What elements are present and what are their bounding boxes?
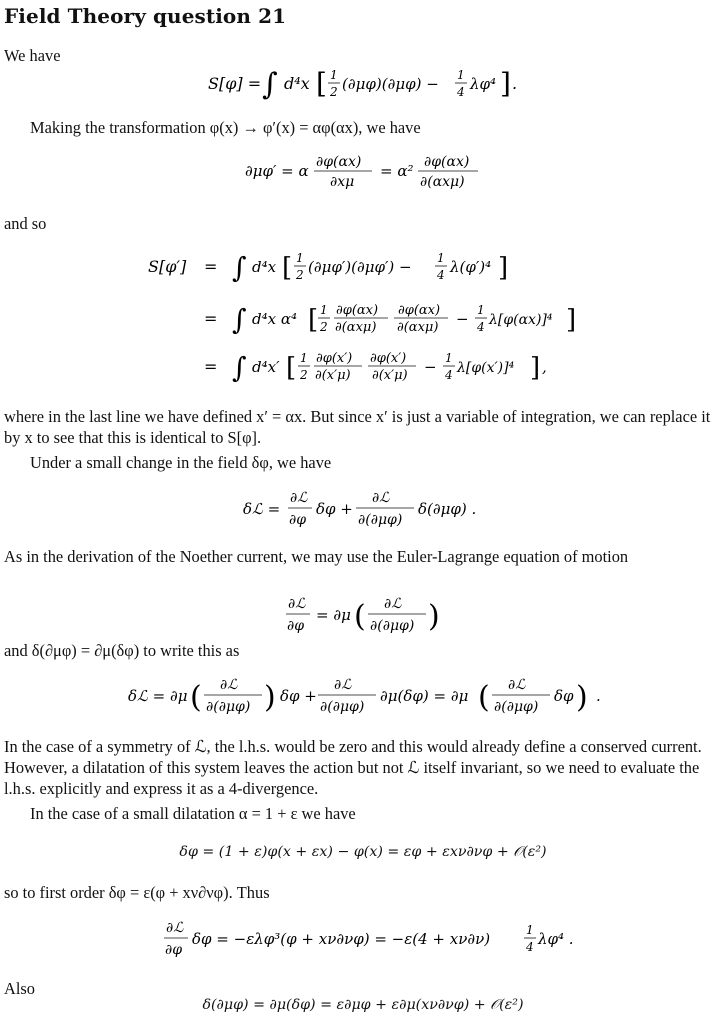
- svg-text:∂φ(αx): ∂φ(αx): [398, 303, 441, 318]
- svg-text:∂φ(x′): ∂φ(x′): [316, 351, 353, 366]
- svg-text:∂(αxμ): ∂(αxμ): [335, 320, 377, 335]
- svg-text:∂ℒ: ∂ℒ: [290, 490, 308, 506]
- svg-text:]: ]: [498, 253, 509, 283]
- paragraph: We have: [4, 46, 61, 65]
- svg-text:(∂μφ)(∂μφ) −: (∂μφ)(∂μφ) −: [342, 75, 439, 93]
- svg-text:λ[φ(αx)]⁴: λ[φ(αx)]⁴: [489, 312, 553, 328]
- svg-text:d⁴x′: d⁴x′: [252, 358, 280, 376]
- svg-text:(: (: [478, 680, 490, 715]
- svg-text:]: ]: [500, 67, 511, 100]
- svg-text:∂(∂μφ): ∂(∂μφ): [494, 699, 539, 715]
- svg-text:δℒ =: δℒ =: [243, 500, 281, 518]
- paragraph: Making the transformation φ(x) → φ′(x) = αφ(αx), we have: [30, 118, 421, 137]
- svg-text:λ(φ′)⁴: λ(φ′)⁴: [450, 258, 492, 276]
- svg-text:∂μ(δφ) = ∂μ: ∂μ(δφ) = ∂μ: [380, 687, 469, 705]
- paragraph: and δ(∂μφ) = ∂μ(δφ) to write this as: [4, 641, 240, 660]
- svg-text:]: ]: [530, 353, 541, 383]
- equation-lagrangian-variation: [0, 482, 726, 532]
- svg-text:∂φ: ∂φ: [289, 512, 307, 528]
- svg-text:d⁴x: d⁴x: [284, 74, 310, 93]
- svg-text:[: [: [282, 253, 293, 283]
- svg-text:∂φ(x′): ∂φ(x′): [370, 351, 407, 366]
- svg-text:4: 4: [445, 368, 453, 382]
- svg-text:∂φ: ∂φ: [165, 942, 183, 958]
- svg-text:∂ℒ: ∂ℒ: [166, 920, 184, 936]
- paragraph: In the case of a small dilatation α = 1 + ε we have: [30, 804, 356, 823]
- svg-text:∂(αxμ): ∂(αxμ): [397, 320, 439, 335]
- paragraph: In the case of a symmetry of ℒ, the l.h.s. would be zero and this would already define a conserved current. However, a dilatation of this system leaves the action but not ℒ itself invariant, so we need to evaluate the l.h.s. explicitly and express it as a 4-divergence.: [4, 737, 702, 798]
- svg-text:=: =: [204, 357, 218, 376]
- svg-text:1: 1: [296, 251, 304, 265]
- svg-text:∂ℒ: ∂ℒ: [384, 596, 402, 612]
- equation-dilatation-field-change: δφ = (1 + ε)φ(x + εx) − φ(x) = εφ + εxν∂νφ + 𝒪(ε²): [179, 844, 547, 860]
- svg-text:4: 4: [457, 85, 465, 99]
- svg-text:4: 4: [477, 320, 485, 334]
- svg-text:∂φ(αx): ∂φ(αx): [336, 303, 379, 318]
- svg-text:d⁴x: d⁴x: [252, 258, 277, 276]
- svg-text:4: 4: [526, 940, 534, 954]
- paragraph: Also: [4, 979, 35, 998]
- paragraph: and so: [4, 214, 47, 233]
- svg-text:∫: ∫: [232, 251, 247, 284]
- svg-text:∂(∂μφ): ∂(∂μφ): [206, 699, 251, 715]
- svg-text:[: [: [308, 305, 319, 335]
- equation-transformed-action: [0, 238, 726, 388]
- svg-text:2: 2: [320, 320, 328, 334]
- svg-text:∂ℒ: ∂ℒ: [508, 677, 526, 693]
- svg-text:2: 2: [296, 268, 304, 282]
- svg-text:S[φ] =: S[φ] =: [208, 74, 262, 93]
- svg-text:): ): [576, 680, 588, 715]
- svg-text:∂μφ′ = α: ∂μφ′ = α: [245, 162, 309, 180]
- svg-text:δφ = −ελφ³(φ + xν∂νφ) = −ε(4 +: δφ = −ελφ³(φ + xν∂νφ) = −ε(4 + xν∂ν): [192, 930, 491, 948]
- svg-text:d⁴x α⁴: d⁴x α⁴: [252, 310, 297, 328]
- svg-text:∂(∂μφ): ∂(∂μφ): [320, 699, 365, 715]
- svg-text:1: 1: [300, 351, 308, 365]
- svg-text:[: [: [316, 67, 327, 100]
- equation-four-divergence: [0, 668, 726, 720]
- svg-text:λφ⁴: λφ⁴: [470, 75, 497, 93]
- svg-text:∂ℒ: ∂ℒ: [334, 677, 352, 693]
- svg-text:]: ]: [566, 305, 577, 335]
- svg-text:δℒ = ∂μ: δℒ = ∂μ: [128, 687, 188, 705]
- page-title: Field Theory question 21: [4, 4, 287, 28]
- svg-text:∂(x′μ): ∂(x′μ): [315, 368, 351, 383]
- equation-derivative-variation: δ(∂μφ) = ∂μ(δφ) = ε∂μφ + ε∂μ(xν∂νφ) + 𝒪(ε²): [202, 997, 524, 1013]
- svg-text:(: (: [354, 599, 366, 634]
- svg-text:= α²: = α²: [380, 162, 414, 180]
- svg-text:λ[φ(x′)]⁴: λ[φ(x′)]⁴: [457, 360, 515, 376]
- svg-text:λφ⁴ .: λφ⁴ .: [538, 930, 574, 948]
- svg-text:,: ,: [542, 358, 547, 376]
- svg-text:[: [: [286, 353, 297, 383]
- svg-text:∂xμ: ∂xμ: [330, 174, 355, 190]
- svg-text:∂ℒ: ∂ℒ: [372, 490, 390, 506]
- svg-text:∂φ(αx): ∂φ(αx): [316, 154, 362, 170]
- svg-text:1: 1: [477, 303, 485, 317]
- svg-text:=: =: [204, 309, 218, 328]
- svg-text:−: −: [456, 310, 469, 328]
- svg-text:2: 2: [300, 368, 308, 382]
- svg-text:4: 4: [437, 268, 445, 282]
- svg-text:∂(∂μφ): ∂(∂μφ): [370, 618, 415, 634]
- svg-text:): ): [428, 599, 440, 634]
- svg-text:∂(αxμ): ∂(αxμ): [420, 174, 465, 190]
- svg-text:1: 1: [320, 303, 328, 317]
- svg-text:S[φ′]: S[φ′]: [148, 257, 187, 276]
- svg-text:1: 1: [526, 923, 534, 937]
- equation-potential-variation: [0, 912, 726, 962]
- svg-text:2: 2: [330, 85, 338, 99]
- svg-text:.: .: [512, 74, 518, 93]
- equation-euler-lagrange: [0, 588, 726, 638]
- paragraph: so to first order δφ = ε(φ + xν∂νφ). Thus: [4, 883, 270, 902]
- svg-text:∂(∂μφ): ∂(∂μφ): [358, 512, 403, 528]
- paragraph: Under a small change in the field δφ, we have: [30, 453, 332, 472]
- svg-text:.: .: [596, 687, 601, 705]
- svg-text:∫: ∫: [232, 351, 247, 384]
- svg-text:(∂μφ′)(∂μφ′) −: (∂μφ′)(∂μφ′) −: [308, 258, 412, 276]
- svg-text:=: =: [204, 257, 218, 276]
- svg-text:): ): [264, 680, 276, 715]
- svg-text:1: 1: [330, 68, 338, 82]
- equation-derivative-transform: [0, 146, 726, 194]
- svg-text:∂φ(αx): ∂φ(αx): [424, 154, 470, 170]
- svg-text:1: 1: [457, 68, 465, 82]
- svg-text:∫: ∫: [262, 67, 278, 102]
- paragraph: As in the derivation of the Noether current, we may use the Euler-Lagrange equation of motion: [4, 547, 629, 566]
- svg-text:(: (: [190, 680, 202, 715]
- svg-text:1: 1: [437, 251, 445, 265]
- svg-text:= ∂μ: = ∂μ: [316, 606, 351, 624]
- equation-action: [0, 62, 726, 104]
- paragraph: where in the last line we have defined x′ = αx. But since x′ is just a variable of integration, we can replace it by x to see that this is identical to S[φ].: [4, 407, 711, 447]
- svg-text:δφ +: δφ +: [280, 687, 317, 705]
- svg-text:∂ℒ: ∂ℒ: [220, 677, 238, 693]
- svg-text:δ(∂μφ) .: δ(∂μφ) .: [418, 500, 477, 518]
- svg-text:∂(x′μ): ∂(x′μ): [372, 368, 408, 383]
- svg-text:∫: ∫: [232, 303, 247, 336]
- svg-text:δφ +: δφ +: [316, 500, 353, 518]
- svg-text:∂ℒ: ∂ℒ: [288, 596, 306, 612]
- svg-text:δφ: δφ: [554, 687, 574, 705]
- svg-text:∂φ: ∂φ: [287, 618, 305, 634]
- svg-text:1: 1: [445, 351, 453, 365]
- svg-text:−: −: [424, 358, 437, 376]
